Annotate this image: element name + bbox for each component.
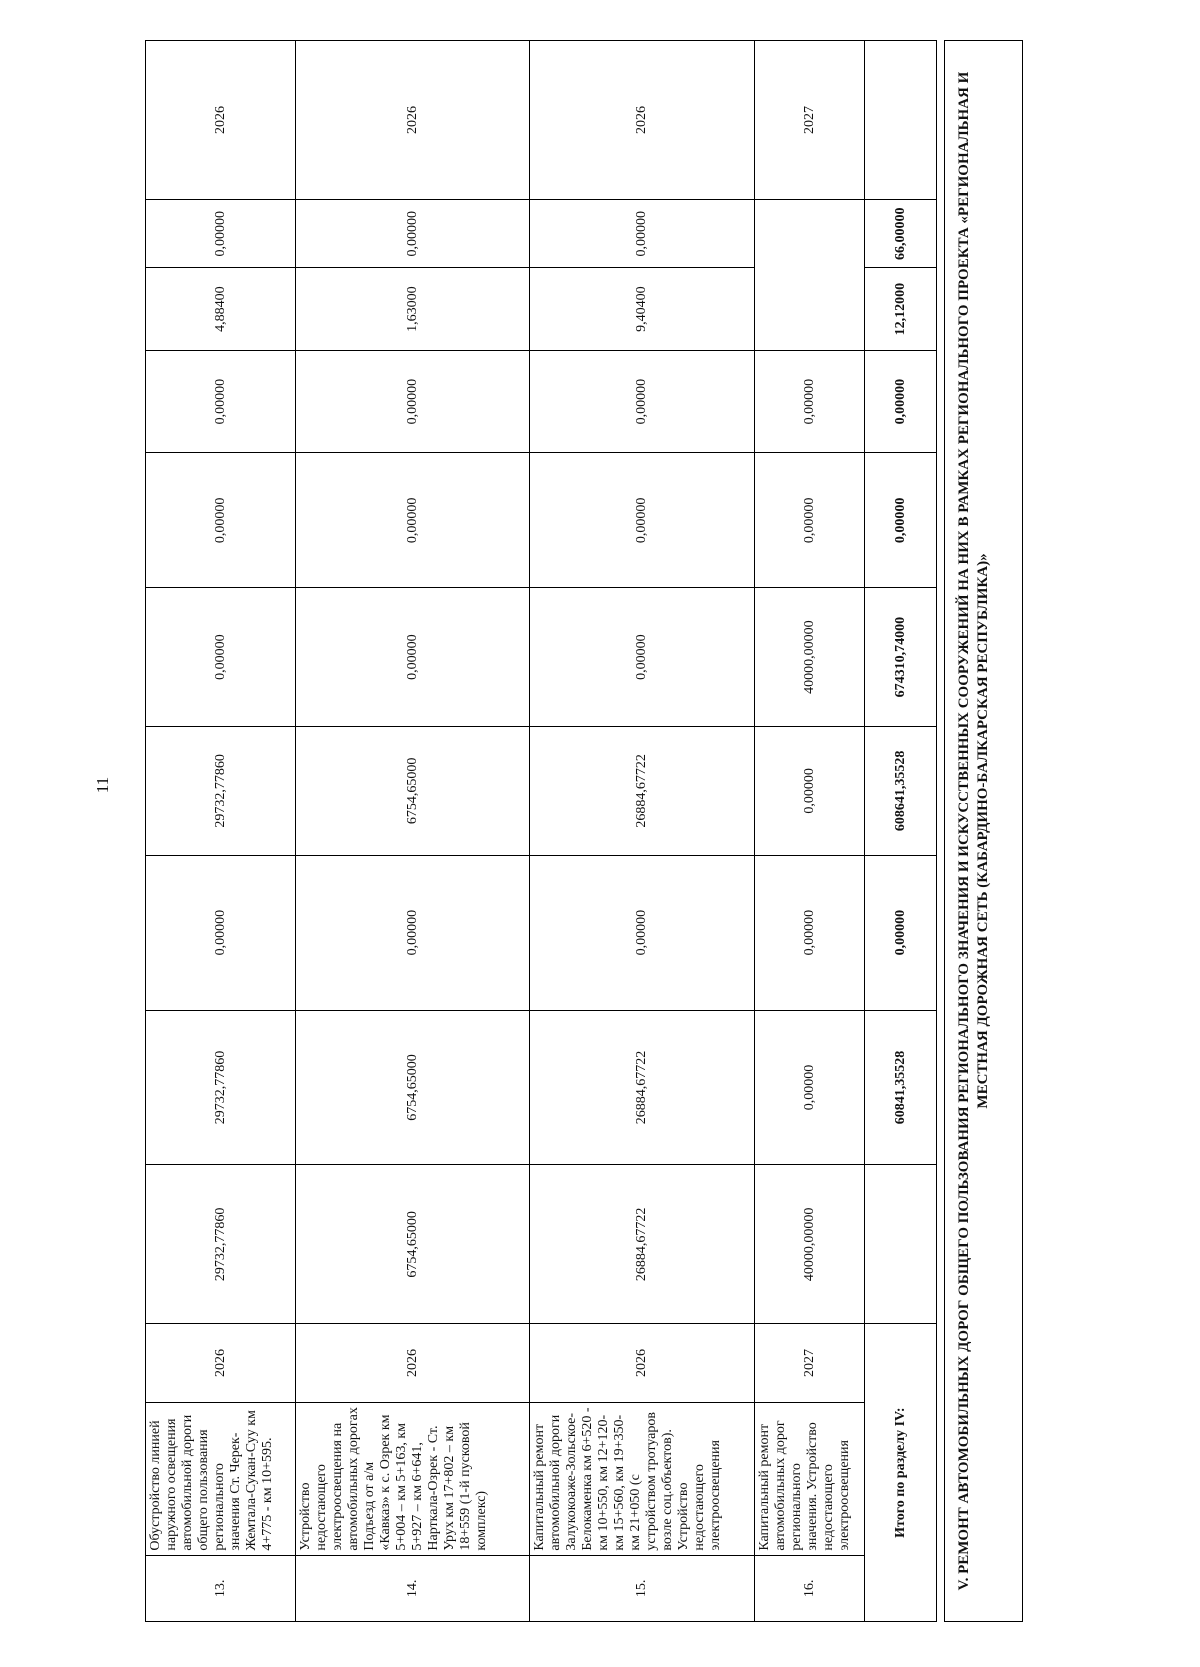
row-year: 2026 bbox=[146, 1324, 296, 1402]
row-value: 0,00000 bbox=[146, 453, 296, 588]
row-cost: 29732,77860 bbox=[146, 1165, 296, 1324]
row-value: 0,00000 bbox=[755, 855, 865, 1010]
row-value: 0,00000 bbox=[296, 453, 530, 588]
row-cost: 26884,67722 bbox=[530, 1165, 755, 1324]
row-value: 0,00000 bbox=[296, 200, 530, 268]
total-value: 674310,74000 bbox=[865, 588, 937, 727]
row-value: 0,00000 bbox=[530, 855, 755, 1010]
row-number: 16. bbox=[755, 1555, 865, 1621]
row-value: 6754,65000 bbox=[296, 726, 530, 855]
row-value: 0,00000 bbox=[146, 588, 296, 727]
table-row bbox=[296, 41, 530, 1622]
row-cost: 40000,00000 bbox=[755, 1165, 865, 1324]
row-value: 0,00000 bbox=[146, 350, 296, 453]
row-number: 13. bbox=[146, 1555, 296, 1621]
row-value: 0,00000 bbox=[146, 200, 296, 268]
row-description: Обустройство линией наружного освещения автомобильной дороги общего пользования регионального значения Ст. Черек-Жемтала-Сукан-Суу км 4+775 - км 10+595. bbox=[146, 1402, 296, 1555]
row-value: 0,00000 bbox=[755, 350, 865, 453]
row-value: 29732,77860 bbox=[146, 1010, 296, 1165]
row-end-year: 2027 bbox=[755, 41, 865, 200]
page-number: 11 bbox=[93, 776, 112, 794]
rotated-table-container bbox=[145, 40, 1065, 1622]
row-end-year: 2026 bbox=[296, 41, 530, 200]
table-row bbox=[530, 41, 755, 1622]
total-value: 608641,35528 bbox=[865, 726, 937, 855]
row-value: 0,00000 bbox=[296, 350, 530, 453]
row-value: 0,00000 bbox=[146, 855, 296, 1010]
row-value: 0,00000 bbox=[530, 200, 755, 268]
row-value: 0,00000 bbox=[755, 1010, 865, 1165]
separator-row bbox=[937, 41, 945, 1622]
row-value: 0,00000 bbox=[530, 453, 755, 588]
total-value: 0,00000 bbox=[865, 350, 937, 453]
row-value: 6754,65000 bbox=[296, 1010, 530, 1165]
row-length: 1,63000 bbox=[296, 268, 530, 350]
row-value: 26884,67722 bbox=[530, 1010, 755, 1165]
program-table bbox=[145, 40, 1023, 1622]
total-length: 12,12000 bbox=[865, 268, 937, 350]
table-row bbox=[146, 41, 296, 1622]
row-cost: 6754,65000 bbox=[296, 1165, 530, 1324]
row-empty bbox=[755, 200, 865, 351]
row-end-year: 2026 bbox=[530, 41, 755, 200]
row-value: 0,00000 bbox=[755, 726, 865, 855]
row-value: 0,00000 bbox=[530, 350, 755, 453]
total-value: 60841,35528 bbox=[865, 1010, 937, 1165]
row-number: 14. bbox=[296, 1555, 530, 1621]
total-empty bbox=[865, 41, 937, 200]
row-value: 0,00000 bbox=[530, 588, 755, 727]
section-heading: V. РЕМОНТ АВТОМОБИЛЬНЫХ ДОРОГ ОБЩЕГО ПОЛЬЗОВАНИЯ РЕГИОНАЛЬНОГО ЗНАЧЕНИЯ И ИСКУССТВЕННЫХ СООРУЖЕНИЙ НА НИХ В РАМКАХ РЕГИОНАЛЬНОГО ПРОЕКТА «РЕГИОНАЛЬНАЯ И МЕСТНАЯ ДОРОЖНАЯ СЕТЬ (КАБАРДИНО-БАЛКАРСКАЯ РЕСПУБЛИКА)» bbox=[945, 41, 1023, 1622]
row-length: 9,40400 bbox=[530, 268, 755, 350]
total-label: Итого по разделу IV: bbox=[865, 1324, 937, 1622]
row-end-year: 2026 bbox=[146, 41, 296, 200]
table-row bbox=[755, 41, 865, 1622]
row-value: 0,00000 bbox=[296, 855, 530, 1010]
total-row bbox=[865, 41, 937, 1622]
row-description: Устройство недостающего электроосвещения на автомобильных дорогах Подъезд от а/м «Кавказ» к с. Озрек км 5+004 – км 5+163, км 5+927 – км 6+641, Нарткала-Озрек - Ст. Урух км 17+802 – км 18+559 (1-й пусковой комплекс) bbox=[296, 1402, 530, 1555]
row-value: 29732,77860 bbox=[146, 726, 296, 855]
row-year: 2026 bbox=[530, 1324, 755, 1402]
row-year: 2027 bbox=[755, 1324, 865, 1402]
total-value: 0,00000 bbox=[865, 453, 937, 588]
total-empty bbox=[865, 1165, 937, 1324]
row-value: 0,00000 bbox=[296, 588, 530, 727]
row-value: 40000,00000 bbox=[755, 588, 865, 727]
row-number: 15. bbox=[530, 1555, 755, 1621]
row-length: 4,88400 bbox=[146, 268, 296, 350]
row-description: Капитальный ремонт автомобильной дороги Залукокоаже-Зольское-Белокаменка км 6+520 - км 10+550, км 12+120- км 15+560, км 19+350-км 21+050 (с устройством тротуаров возле соц.объектов). Устройство недостающего электроосвещения bbox=[530, 1402, 755, 1555]
section-heading-row bbox=[945, 41, 1023, 1622]
row-value: 26884,67722 bbox=[530, 726, 755, 855]
row-year: 2026 bbox=[296, 1324, 530, 1402]
row-description: Капитальный ремонт автомобильных дорог регионального значения. Устройство недостающего электроосвещения bbox=[755, 1402, 865, 1555]
total-value: 0,00000 bbox=[865, 855, 937, 1010]
row-value: 0,00000 bbox=[755, 453, 865, 588]
total-value: 66,00000 bbox=[865, 200, 937, 268]
